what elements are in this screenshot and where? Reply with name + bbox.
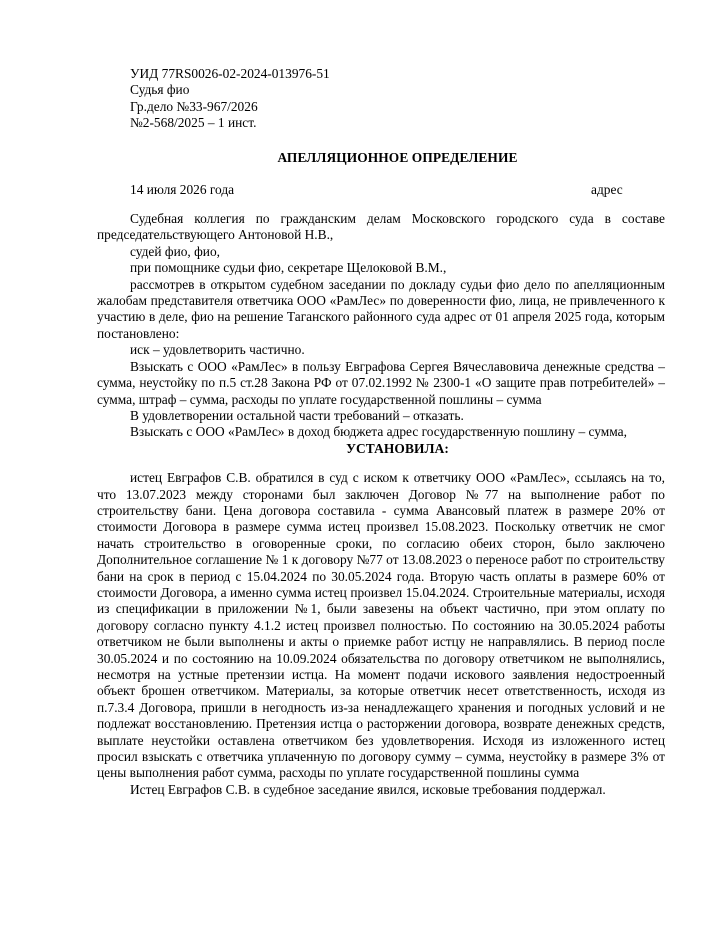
document-place: адрес: [591, 182, 623, 198]
date-place-row: [97, 182, 665, 198]
appeal-case-number: Гр.дело №33-967/2026: [130, 98, 258, 114]
case-uid: УИД 77RS0026-02-2024-013976-51: [130, 66, 330, 81]
intro-paragraph: В удовлетворении остальной части требований – отказать.: [130, 407, 464, 423]
document-date: 14 июля 2026 года: [130, 182, 235, 198]
intro-paragraph: Судебная коллегия по гражданским делам Московского городского суда в составе председательствующего Антоновой Н.В.,: [97, 211, 665, 243]
body-paragraph: Истец Евграфов С.В. в судебное заседание явился, исковые требования поддержал.: [130, 781, 606, 797]
first-instance-case-number: №2-568/2025 – 1 инст.: [130, 115, 257, 131]
intro-paragraph: рассмотрев в открытом судебном заседании по докладу судьи фио дело по апелляционным жалобам представителя ответчика ООО «РамЛес» по доверенности фио, лица, не привлеченного к участию в деле, фио на решение Таганского районного суда адрес от 01 апреля 2025 года, которым постановлено:: [97, 276, 665, 341]
document-page: [97, 66, 665, 798]
intro-paragraph: Взыскать с ООО «РамЛес» в доход бюджета адрес государственную пошлину – сумма,: [130, 424, 627, 440]
intro-paragraph: судей фио, фио,: [130, 243, 221, 259]
intro-paragraph: иск – удовлетворить частично.: [130, 342, 305, 358]
document-title: АПЕЛЛЯЦИОННОЕ ОПРЕДЕЛЕНИЕ: [277, 149, 518, 165]
intro-paragraph: Взыскать с ООО «РамЛес» в пользу Евграфова Сергея Вячеславовича денежные средства – сумма, неустойку по п.5 ст.28 Закона РФ от 07.02.1992 № 2300-1 «О защите прав потребителей» – сумма, штраф – сумма, расходы по уплате государственной пошлины – сумма: [97, 358, 665, 407]
intro-paragraph: при помощнике судьи фио, секретаре Щелоковой В.М.,: [130, 260, 447, 276]
judge-line: Судья фио: [130, 82, 190, 98]
body-paragraph: истец Евграфов С.В. обратился в суд с иском к ответчику ООО «РамЛес», ссылаясь на то, что 13.07.2023 между сторонами был заключен Договор №77 на выполнение работ по строительству бани. Цена договора составила - сумма Авансовый платеж в размере 20% от стоимости Договора в размере сумма истец произвел 15.08.2023. Поскольку ответчик не смог начать строительство в оговоренные сроки, по согласию обеих сторон, было заключено Дополнительное соглашение № 1 к договору №77 от 13.08.2023 о переносе работ по строительству бани на срок в период с 15.04.2024 по 30.05.2024 года. Вторую часть оплаты в размере 60% от стоимости Договора, а именно сумма истец произвел 15.04.2024. Строительные материалы, исходя из спецификации в приложении №1, были завезены на объект частично, при этом оплату по договору согласно пункту 4.1.2 истец произвел полностью. По состоянию на 30.05.2024 работы ответчиком не были выполнены и акты о приемке работ истцу не направлялись. В период после 30.05.2024 и по состоянию на 10.09.2024 обязательства по договору ответчиком не выполнялись, несмотря на устные претензии истца. На момент подачи искового заявления недостроенный объект брошен ответчиком. Материалы, за которые ответчик несет ответственность, исходя из п.7.3.4 Договора, пришли в негодность из-за ненадлежащего хранения и погодных условий и не подлежат восстановлению. Претензия истца о расторжении договора, возврате денежных средств, выплате неустойки оставлена ответчиком без удовлетворения. Исходя из изложенного истец просил взыскать с ответчика уплаченную по договору сумму – сумма, неустойку в размере 3% от цены выполнения работ сумма, расходы по уплате государственной пошлины сумма: [97, 470, 665, 781]
section-heading: УСТАНОВИЛА:: [346, 440, 449, 456]
